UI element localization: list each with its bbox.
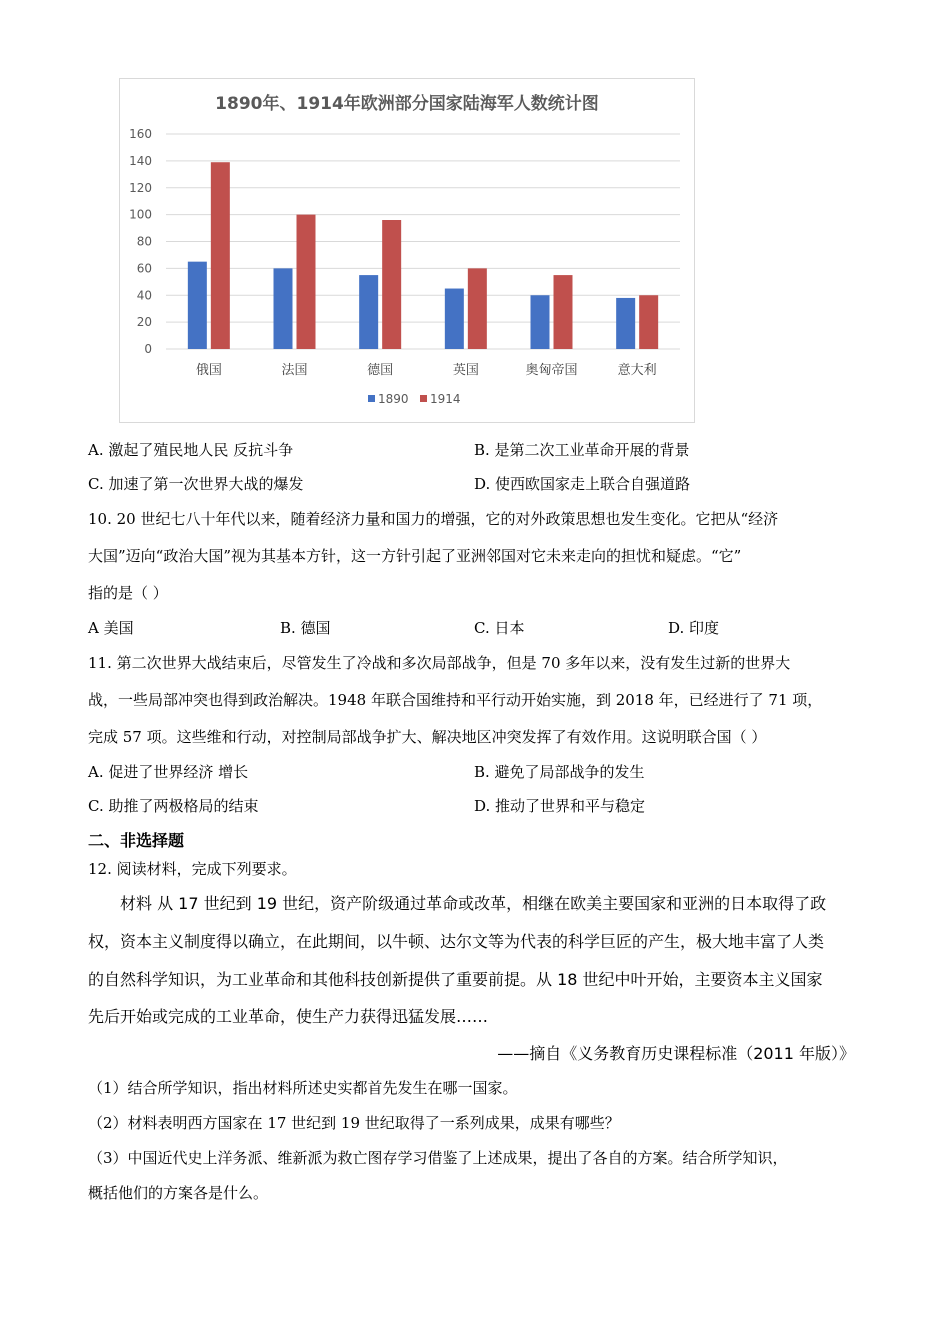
q11-option-a: A. 促进了世界经济 增长 (88, 763, 249, 781)
legend-label: 1890 (378, 392, 409, 406)
legend-label: 1914 (430, 392, 461, 406)
x-tick-label: 德国 (367, 363, 394, 378)
q10-stem-line2: 大国”迈向“政治大国”视为其基本方针，这一方针引起了亚洲邻国对它未来走向的担忧和疑虑。“它” (88, 547, 742, 565)
bar-1890 (274, 268, 293, 349)
y-tick-label: 140 (129, 153, 152, 168)
q12-stem: 12. 阅读材料，完成下列要求。 (88, 860, 297, 878)
x-tick-label: 奥匈帝国 (525, 363, 578, 378)
q11-option-b: B. 避免了局部战争的发生 (474, 763, 645, 781)
x-tick-label: 英国 (452, 363, 479, 378)
q12-material-line3: 的自然科学知识，为工业革命和其他科技创新提供了重要前提。从 18 世纪中叶开始，主要资本主义国家 (88, 970, 823, 989)
q12-sub1: （1）结合所学知识，指出材料所述史实都首先发生在哪一国家。 (88, 1079, 518, 1097)
q12-material-line2: 权，资本主义制度得以确立，在此期间，以牛顿、达尔文等为代表的科学巨匠的产生，极大地丰富了人类 (88, 932, 825, 951)
q11-stem-line3: 完成 57 项。这些维和行动，对控制局部战争扩大、解决地区冲突发挥了有效作用。这说明联合国（ ） (88, 728, 767, 746)
q12-material-line4: 先后开始或完成的工业革命，使生产力获得迅猛发展…… (88, 1007, 489, 1026)
q9-option-a: A. 激起了殖民地人民 反抗斗争 (88, 441, 294, 459)
bar-1914 (468, 268, 487, 349)
q10-stem-line3: 指的是（ ） (88, 584, 168, 602)
q11-option-d: D. 推动了世界和平与稳定 (474, 797, 646, 815)
q10-option-b: B. 德国 (280, 619, 331, 637)
q10-option-a: A 美国 (88, 619, 134, 637)
q9-option-b: B. 是第二次工业革命开展的背景 (474, 441, 690, 459)
bar-1890 (445, 289, 464, 349)
q11-stem-line1: 11. 第二次世界大战结束后，尽管发生了冷战和多次局部战争，但是 70 多年以来，没有发生过新的世界大 (88, 654, 791, 672)
x-tick-label: 俄国 (195, 363, 222, 378)
y-tick-label: 0 (144, 342, 152, 356)
q12-sub3-line1: （3）中国近代史上洋务派、维新派为救亡图存学习借鉴了上述成果，提出了各自的方案。结合所学知识， (88, 1149, 788, 1167)
legend-swatch (368, 395, 375, 402)
bar-1914 (211, 162, 230, 349)
army-navy-chart (119, 78, 695, 423)
q12-material-source: ——摘自《义务教育历史课程标准（2011 年版）》 (497, 1044, 855, 1063)
chart-title: 1890年、1914年欧洲部分国家陆海军人数统计图 (215, 94, 599, 114)
y-tick-label: 40 (136, 288, 152, 303)
bar-1890 (616, 298, 635, 349)
y-tick-label: 120 (129, 180, 152, 195)
legend-swatch (420, 395, 427, 402)
bar-1890 (531, 295, 550, 349)
q11-option-c: C. 助推了两极格局的结束 (88, 797, 259, 815)
q12-sub3-line2: 概括他们的方案各是什么。 (88, 1184, 269, 1202)
q12-sub2: （2）材料表明西方国家在 17 世纪到 19 世纪取得了一系列成果，成果有哪些？ (88, 1114, 620, 1132)
q11-stem-line2: 战，一些局部冲突也得到政治解决。1948 年联合国维持和平行动开始实施，到 2018 年，已经进行了 71 项， (88, 691, 823, 709)
q12-material-line1: 材料 从 17 世纪到 19 世纪，资产阶级通过革命或改革，相继在欧美主要国家和亚洲的日本取得了政 (120, 894, 827, 913)
q10-option-c: C. 日本 (474, 619, 525, 637)
x-tick-label: 意大利 (617, 363, 657, 378)
section-title: 二、非选择题 (88, 831, 185, 850)
y-tick-label: 80 (136, 234, 152, 249)
bar-1914 (554, 275, 573, 349)
y-tick-label: 100 (129, 207, 152, 222)
chart-plot (120, 79, 694, 422)
bar-1914 (382, 220, 401, 349)
y-tick-label: 20 (136, 315, 152, 330)
y-tick-label: 160 (129, 127, 152, 141)
y-tick-label: 60 (136, 261, 152, 276)
bar-1914 (297, 215, 316, 349)
x-tick-label: 法国 (281, 363, 308, 378)
bar-1914 (639, 295, 658, 349)
q10-option-d: D. 印度 (668, 619, 720, 637)
q10-stem-line1: 10. 20 世纪七八十年代以来，随着经济力量和国力的增强，它的对外政策思想也发生变化。它把从“经济 (88, 510, 779, 528)
q9-option-d: D. 使西欧国家走上联合自强道路 (474, 475, 691, 493)
bar-1890 (188, 262, 207, 349)
q9-option-c: C. 加速了第一次世界大战的爆发 (88, 475, 304, 493)
bar-1890 (359, 275, 378, 349)
